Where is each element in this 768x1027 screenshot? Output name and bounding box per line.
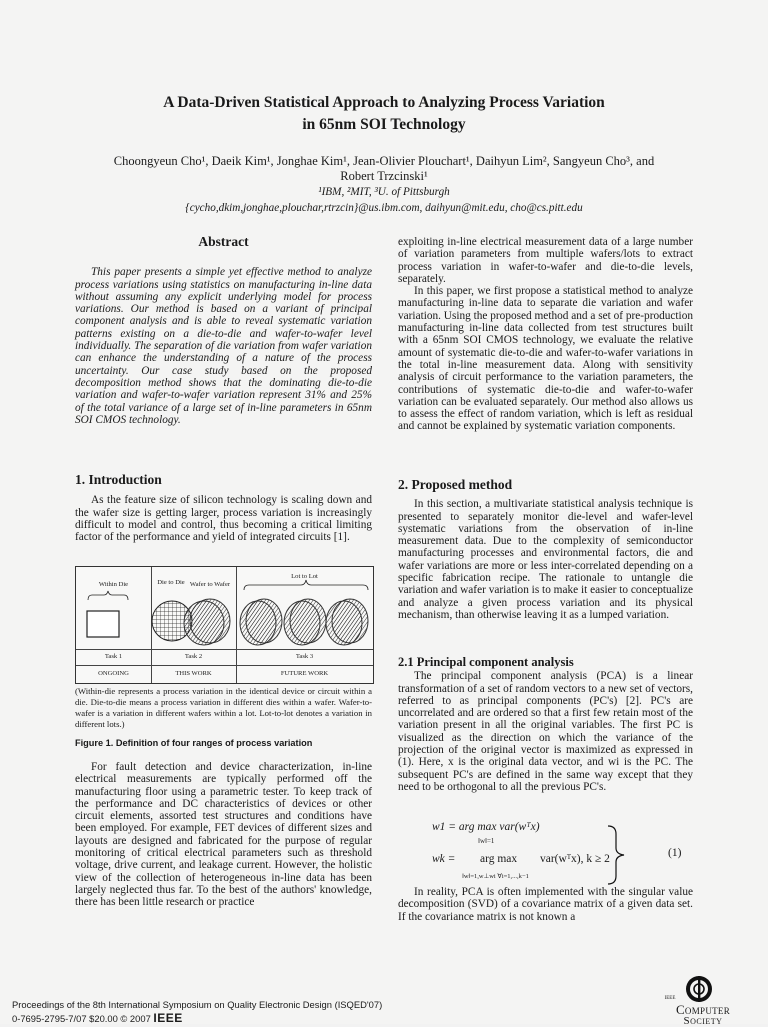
pca-paragraph-2: In reality, PCA is often implemented with the singular value decomposition (SVD) of a covariance matrix of a given data set. If the covariance matrix is not known a xyxy=(398,886,693,923)
status-future-work: FUTURE WORK xyxy=(280,670,329,677)
status-ongoing: ONGOING xyxy=(98,670,129,677)
introduction-heading: 1. Introduction xyxy=(75,472,162,487)
equation-1b-argmax: arg max xyxy=(480,853,518,865)
equation-1a: w1 = arg max var(wᵀx) xyxy=(432,821,540,833)
label-die-to-die: Die to Die xyxy=(157,579,185,586)
equation-1b-constraint: ‖w‖=1,w⊥wi ∀i=1,...,k−1 xyxy=(462,873,529,880)
pca-section xyxy=(398,656,693,793)
intro-continuation: exploiting in-line electrical measurement data of a large number of variation parameters from multiple wafers/lots to extract process variation in wafer-to-wafer and die-to-die levels, separately. xyxy=(398,236,693,285)
logo-ieee-small: IEEE xyxy=(664,996,676,1001)
introduction-paragraph-2: For fault detection and device characterization, in-line electrical measurements are typically performed off the manufacturing floor using a parametric tester. To keep track of the performance and DC characteristics of devices or other circuit elements, assorted test structures and conditions have been employed. For example, FET devices of different sizes and layouts are designed and fabricated for the purpose of regular monitoring of critical electrical parameters such as threshold voltage, drive current, and leakage current. However, the holistic view of the collection of heterogeneous in-line data has been largely neglected thus far. To the best of the authors' knowledge, there has been little research or practice xyxy=(75,761,372,909)
task-2-label: Task 2 xyxy=(184,653,203,660)
computer-society-logo xyxy=(660,982,746,1027)
proceedings-footer: Proceedings of the 8th International Symposium on Quality Electronic Design (ISQED'07) xyxy=(12,999,383,1010)
equation-1a-constraint: ‖w‖=1 xyxy=(478,837,495,845)
author-list-line2: Robert Trzcinski¹ xyxy=(340,169,428,183)
lot-stack-icon-3 xyxy=(326,599,368,645)
author-list-line1: Choongyeun Cho¹, Daeik Kim¹, Jonghae Kim¹, Jean-Olivier Plouchart¹, Daihyun Lim², Sangyeun Cho³, and xyxy=(113,154,655,168)
logo-computer-text: Computer xyxy=(675,1002,731,1017)
equation-number: (1) xyxy=(668,847,682,859)
figure-1 xyxy=(75,566,374,684)
figure-1-caption: Figure 1. Definition of four ranges of process variation xyxy=(75,738,313,748)
logo-society-text: Society xyxy=(683,1015,723,1027)
pca-continued xyxy=(398,886,693,923)
proposed-method-paragraph: In this section, a multivariate statistical analysis technique is presented to separately monitor die-level and wafer-level systematic variations from the observation of in-line measurement data. Due to the complexity of semiconductor manufacturing processes and environmental factors, die and wafer variations are more or less inter-correlated depending on a specific fabrication recipe. The rationale to untangle die variation and wafer variation is to make it easier to conceptualize and analyze a given process variation and its physical mechanism, than otherwise leaving it as a lumped variation. xyxy=(398,498,693,621)
equation-1b-rhs: var(wᵀx), k ≥ 2 xyxy=(540,853,610,865)
pca-paragraph-1: The principal component analysis (PCA) is a linear transformation of a set of random vectors to a new set of vectors, referred to as principal components (PC's) [2]. PC's are uncorrelated and are ordered so that a first few retain most of the variation present in all the original variables. The first PC is visualized as the direction on which the variance of the projection of the original vector is maximized as expressed in (1). Here, x is the original data vector, and wi is the PC. The subsequent PC's are defined in the same way except that they need to be orthogonal to all the previous PC's. xyxy=(398,670,693,793)
equation-1b-lhs: wk = xyxy=(432,853,456,865)
pca-heading: 2.1 Principal component analysis xyxy=(398,655,574,669)
variation-illustration xyxy=(76,567,373,649)
ieee-logo-text: IEEE xyxy=(153,1011,183,1025)
proposed-method-section xyxy=(398,479,693,621)
label-lot-to-lot: Lot to Lot xyxy=(291,573,318,580)
right-column-intro xyxy=(398,236,693,433)
lot-stack-icon-2 xyxy=(284,599,326,645)
computer-society-emblem-icon xyxy=(684,974,714,1004)
intro-paragraph-3: In this paper, we first propose a statistical method to analyze manufacturing in-line data to separate die variation and wafer variation. Using the proposed method and a set of pre-production manufacturing in-line data collected from test structures built with a 65nm SOI CMOS technology, we evaluate the relative amount of systematic die-to-die and wafer-to-wafer variations in the total in-line measurement data. Along with sensitivity analysis of circuit performance to the variation parameters, the contributions of systematic die-to-die and wafer-to-wafer variation can be evaluated separately. Our method also allows us to assess the effect of random variation, which is left as residual and cannot be explained by systematic variation components. xyxy=(398,285,693,433)
die-square xyxy=(87,611,119,637)
affiliations: ¹IBM, ²MIT, ³U. of Pittsburgh xyxy=(318,186,450,198)
equation-brace xyxy=(606,824,628,886)
label-wafer-to-wafer: Wafer to Wafer xyxy=(189,581,231,588)
status-this-work: THIS WORK xyxy=(175,670,212,677)
abstract-text: This paper presents a simple yet effective method to analyze process variations using statistics on manufacturing in-line data without assuming any explicit underlying model for process variations. Our method is based on a variant of principal component analysis and is able to reveal systematic variation patterns existing on a die-to-die and wafer-to-wafer level individually. The separation of die variation from wafer variation can enhance the understanding of a nature of the process uncertainty. Our case study based on the proposed decomposition method shows that the dominating die-to-die variation and wafer-to-wafer variation represent 31% and 25% of the total variance of a large set of in-line parameters in 65nm SOI CMOS technology. xyxy=(75,266,372,426)
author-emails: {cycho,dkim,jonghae,plouchar,rtrzcin}@us.ibm.com, daihyun@mit.edu, cho@cs.pitt.edu xyxy=(185,202,583,214)
paper-title-line1: A Data-Driven Statistical Approach to Analyzing Process Variation xyxy=(163,94,605,111)
isbn-text: 0-7695-2795-7/07 $20.00 © 2007 xyxy=(12,1013,151,1024)
task-1-label: Task 1 xyxy=(104,653,123,660)
introduction-section xyxy=(75,474,372,543)
introduction-paragraph-1: As the feature size of silicon technology is scaling down and the wafer size is getting larger, process variation is increasingly difficult to model and control, thus becoming a critical limiting factor of the performance and yield of integrated circuits [1]. xyxy=(75,494,372,544)
lot-stack-icon-1 xyxy=(240,599,282,645)
paper-title-line2: in 65nm SOI Technology xyxy=(302,116,466,133)
proposed-method-heading: 2. Proposed method xyxy=(398,477,513,492)
abstract-section xyxy=(75,236,372,426)
isbn-footer xyxy=(12,1011,183,1025)
label-within-die: Within Die xyxy=(98,581,129,588)
task-3-label: Task 3 xyxy=(295,653,314,660)
wafer-stack-icon xyxy=(184,599,230,645)
figure-1-note: (Within-die represents a process variation in the identical device or circuit within a die. Die-to-die means a process variation in different dies within a wafer. Wafer-to-wafer is a variation in different wafers within a lot. Lot-to-lot denotes a variation in different lots.) xyxy=(75,686,372,729)
introduction-continued xyxy=(75,761,372,909)
abstract-heading: Abstract xyxy=(198,234,249,249)
